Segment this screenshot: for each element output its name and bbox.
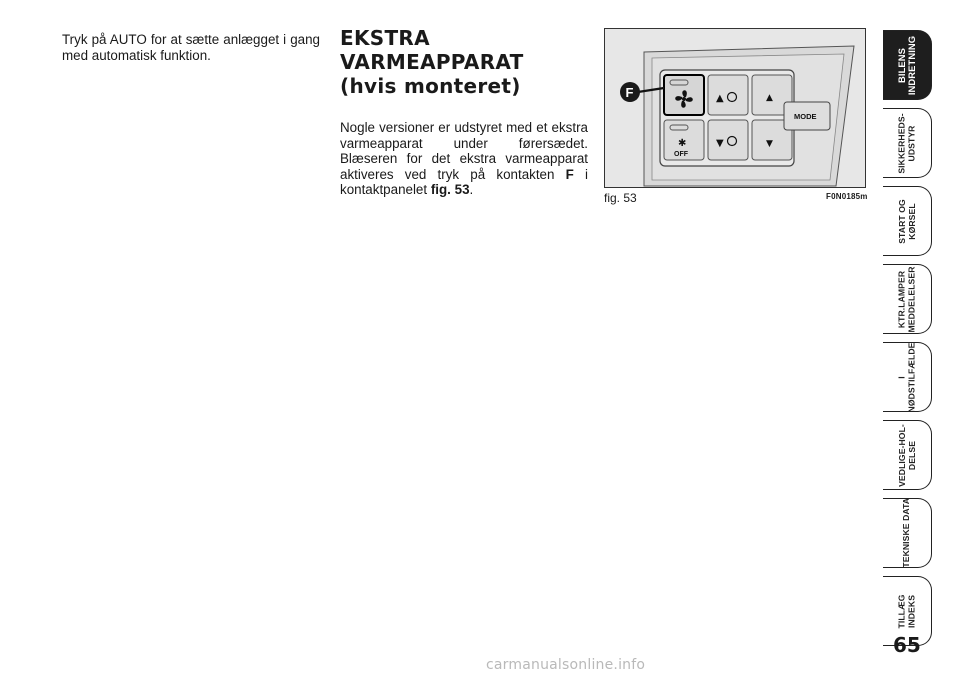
tab-label: SIKKERHEDS- UDSTYR: [896, 112, 916, 174]
tab-label: START OG KØRSEL: [896, 198, 916, 244]
tab-start-og-korsel[interactable]: [883, 186, 932, 256]
tab-sikkerhedsudstyr[interactable]: [883, 108, 932, 178]
svg-text:▲: ▲: [716, 93, 724, 104]
tab-i-nodstilfaelde[interactable]: [883, 342, 932, 412]
heading-line-3: (hvis monteret): [340, 74, 521, 98]
svg-text:▲: ▲: [766, 93, 773, 103]
figure-code: F0N0185m: [826, 192, 868, 201]
figure-caption: fig. 53: [604, 191, 637, 205]
body-text-3: .: [469, 182, 474, 198]
watermark: carmanualsonline.info: [486, 657, 646, 673]
svg-text:✱: ✱: [678, 138, 687, 149]
tab-vedligeholdelse[interactable]: [883, 420, 932, 490]
tab-label: I NØDSTILFÆLDE: [896, 342, 917, 412]
tab-tekniske-data[interactable]: [883, 498, 932, 568]
page-number: 65: [893, 633, 921, 657]
callout-label: F: [625, 85, 634, 100]
tab-ktr-lamper[interactable]: [883, 264, 932, 334]
section-heading: [340, 26, 600, 98]
tab-label: VEDLIGE-HOL- DELSE: [896, 423, 917, 487]
control-panel-figure: [604, 28, 866, 188]
heading-line-1: EKSTRA: [340, 26, 430, 50]
svg-text:▼: ▼: [766, 139, 773, 149]
body-text-1: Nogle versioner er udstyret med et ekstra varmeapparat under førersædet. Blæseren for det ekstra varmeapparat aktiveres ved tryk på kontakten: [340, 120, 588, 182]
tab-label: KTR.LAMPER MEDDELELSER: [896, 265, 917, 333]
body-paragraph: [340, 120, 588, 198]
heading-line-2: VARMEAPPARAT: [340, 50, 524, 74]
tab-label: BILENS INDRETNING: [896, 35, 917, 95]
intro-paragraph: Tryk på AUTO for at sætte anlægget i gang med automatisk funktion.: [62, 32, 320, 63]
tab-label: TEKNISKE DATA: [901, 498, 912, 568]
off-label: OFF: [674, 151, 688, 158]
tab-label: TILLÆG INDEKS: [896, 593, 916, 629]
control-panel-illustration: [604, 28, 866, 188]
switch-key: F: [565, 166, 574, 182]
mode-label: MODE: [794, 112, 817, 121]
svg-text:▼: ▼: [716, 138, 724, 149]
figure-reference: fig. 53: [430, 182, 470, 198]
body-text-2: i kontaktpanelet: [340, 166, 588, 198]
tab-bilens-indretning[interactable]: [883, 30, 932, 100]
